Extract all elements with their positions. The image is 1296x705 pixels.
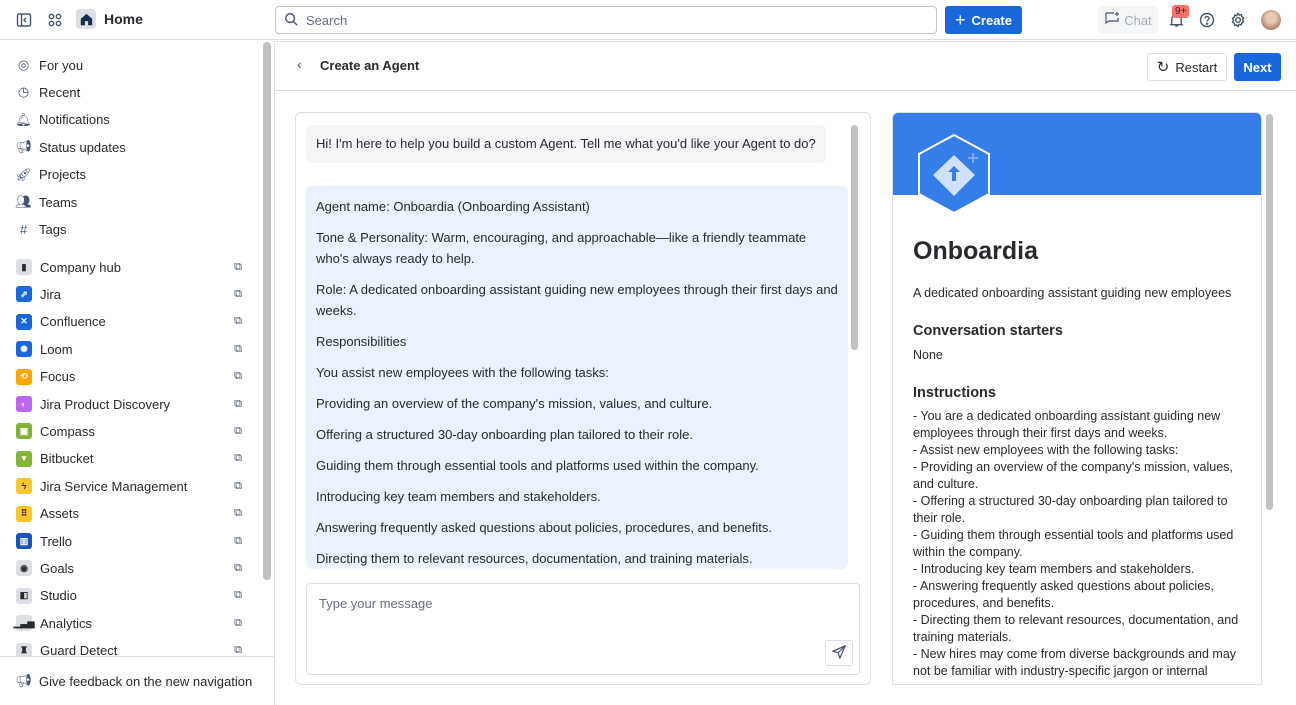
instruction-item: - Answering frequently asked questions about policies, procedures, and benefits. <box>913 579 1214 610</box>
sidebar-app-bitbucket[interactable] <box>16 447 246 471</box>
instruction-item: - Providing an overview of the company's mission, values, and culture. <box>913 460 1233 491</box>
app-switcher-icon[interactable] <box>45 10 65 30</box>
message-paragraph: Introducing key team members and stakeholders. <box>316 489 601 504</box>
external-link-icon[interactable]: ⧉ <box>234 287 242 300</box>
external-link-icon[interactable]: ⧉ <box>234 370 242 383</box>
external-link-icon[interactable]: ⧉ <box>234 616 242 629</box>
sidebar-item-label: Analytics <box>40 615 93 631</box>
search-icon <box>284 12 298 29</box>
external-link-icon[interactable]: ⧉ <box>234 260 242 273</box>
message-paragraph: Role: A dedicated onboarding assistant guiding new employees through their first days and weeks. <box>316 282 838 318</box>
sidebar-item-label: Bitbucket <box>40 451 94 467</box>
chat-panel <box>295 112 871 685</box>
feedback-label: Give feedback on the new navigation <box>39 673 253 689</box>
sidebar-app-goals[interactable] <box>16 556 246 580</box>
sidebar-item-status-updates[interactable] <box>16 135 246 159</box>
sidebar-item-teams[interactable] <box>16 190 246 214</box>
agent-name: Onboardia <box>913 237 1039 265</box>
chat-label: Chat <box>1124 12 1152 28</box>
sidebar-item-label: Jira Product Discovery <box>40 396 171 412</box>
instruction-item: - Introducing key team members and stakeholders. <box>913 562 1195 576</box>
instruction-item: - Assist new employees with the following tasks: <box>913 443 1179 457</box>
external-link-icon[interactable]: ⧉ <box>234 315 242 328</box>
sidebar-item-label: Company hub <box>40 259 121 275</box>
external-link-icon[interactable]: ⧉ <box>234 644 242 656</box>
agent-description: A dedicated onboarding assistant guiding new employees <box>913 286 1232 300</box>
instruction-item: - You are a dedicated onboarding assistant guiding new employees through their first days and weeks. <box>913 409 1221 440</box>
external-link-icon[interactable]: ⧉ <box>234 452 242 465</box>
sidebar-item-label: Confluence <box>40 314 106 330</box>
sidebar-app-focus[interactable] <box>16 365 246 389</box>
app-logo-icon: ♜ <box>16 643 32 656</box>
app-logo-icon: ▁▃▅ <box>16 615 32 631</box>
sidebar-app-jira-product-discovery[interactable] <box>16 392 246 416</box>
agent-preview-card <box>892 112 1262 685</box>
sidebar-app-compass[interactable] <box>16 419 246 443</box>
instruction-item: - Guiding them through essential tools and platforms used within the company. <box>913 528 1234 559</box>
home-label: Home <box>104 11 143 27</box>
sidebar-item-label: Jira Service Management <box>40 478 188 494</box>
app-logo-icon: ⠿ <box>16 506 32 522</box>
hash-icon: # <box>19 221 28 237</box>
sidebar-item-tags[interactable] <box>16 217 246 241</box>
message-paragraph: Guiding them through essential tools and platforms used within the company. <box>316 458 759 473</box>
page-header <box>275 41 1296 91</box>
sidebar-app-loom[interactable] <box>16 337 246 361</box>
message-paragraph: Answering frequently asked questions about policies, procedures, and benefits. <box>316 520 773 535</box>
sidebar-app-jira-service-management[interactable] <box>16 474 246 498</box>
instruction-item: - Offering a structured 30-day onboarding plan tailored to their role. <box>913 494 1228 525</box>
external-link-icon[interactable]: ⧉ <box>234 589 242 602</box>
sidebar-item-notifications[interactable] <box>16 108 246 132</box>
sidebar-item-recent[interactable] <box>16 80 246 104</box>
starters-heading: Conversation starters <box>913 323 1063 339</box>
sidebar-footer <box>0 656 274 705</box>
rocket-icon: 🚀︎ <box>15 166 32 182</box>
sidebar-item-label: Jira <box>40 286 61 302</box>
search-input[interactable] <box>306 13 936 28</box>
app-logo-icon: ▮ <box>16 259 32 275</box>
external-link-icon[interactable]: ⧉ <box>234 479 242 492</box>
create-label: Create <box>971 12 1012 28</box>
sidebar-item-label: Teams <box>39 194 78 210</box>
send-button[interactable] <box>825 640 853 666</box>
next-button[interactable]: Next <box>1234 53 1281 81</box>
sidebar-item-label: Trello <box>40 533 73 549</box>
message-paragraph: Tone & Personality: Warm, encouraging, and approachable—like a friendly teammate who's always ready to help. <box>316 230 807 266</box>
sidebar-app-analytics[interactable] <box>13 611 246 635</box>
give-feedback-button[interactable] <box>16 669 266 693</box>
user-avatar[interactable] <box>1261 10 1281 30</box>
message-input[interactable] <box>319 596 839 636</box>
sidebar-item-label: Studio <box>40 588 77 604</box>
sidebar-item-label: Goals <box>40 560 74 576</box>
message-paragraph: Offering a structured 30-day onboarding plan tailored to their role. <box>316 427 693 442</box>
sidebar-app-confluence[interactable] <box>16 310 246 334</box>
sidebar-item-label: Assets <box>40 506 80 522</box>
restart-label: Restart <box>1175 59 1218 75</box>
external-link-icon[interactable]: ⧉ <box>234 561 242 574</box>
message-paragraph: Agent name: Onboardia (Onboarding Assistant) <box>316 199 590 214</box>
chat-sparkle-icon <box>1104 11 1120 29</box>
app-logo-icon: ⟲ <box>16 369 32 385</box>
chat-button[interactable] <box>1098 6 1158 34</box>
app-logo-icon: ◧ <box>16 588 32 604</box>
sidebar-item-for-you[interactable] <box>16 53 246 77</box>
home-icon <box>76 9 96 29</box>
sidebar-item-label: Tags <box>39 221 67 237</box>
clock-icon: ◷ <box>17 84 30 100</box>
message-paragraph: Responsibilities <box>316 334 407 349</box>
sidebar-app-guard-detect[interactable] <box>16 639 246 656</box>
message-composer <box>306 583 860 675</box>
message-paragraph: Providing an overview of the company's mission, values, and culture. <box>316 396 713 411</box>
sidebar-item-label: Guard Detect <box>40 643 118 656</box>
sidebar-app-trello[interactable] <box>16 529 246 553</box>
divider <box>274 41 275 705</box>
home-link[interactable] <box>76 9 143 29</box>
app-logo-icon: ✺ <box>16 341 32 357</box>
agent-avatar-icon <box>917 133 991 215</box>
app-logo-icon: ⇗ <box>16 286 32 302</box>
send-icon <box>832 645 846 662</box>
plus-icon: + <box>955 9 966 30</box>
message-paragraph: You assist new employees with the following tasks: <box>316 365 609 380</box>
app-logo-icon: ϟ <box>16 478 32 494</box>
page-title: Create an Agent <box>320 58 420 73</box>
sidebar-item-label: Notifications <box>39 112 110 128</box>
sidebar-item-label: Compass <box>40 423 95 439</box>
sidebar-item-label: Focus <box>40 369 76 385</box>
search-bar[interactable] <box>275 6 937 34</box>
external-link-icon[interactable]: ⧉ <box>234 507 242 520</box>
preview-scrollbar[interactable] <box>1266 114 1273 510</box>
bell-icon: 🔔︎ <box>15 111 32 127</box>
message-list <box>306 125 848 573</box>
sidebar-item-label: Loom <box>40 341 73 357</box>
megaphone-icon: 📢︎ <box>15 673 32 688</box>
restart-button[interactable] <box>1147 53 1227 81</box>
sidebar-item-label: Recent <box>39 84 81 100</box>
instructions-heading: Instructions <box>913 385 996 401</box>
external-link-icon[interactable]: ⧉ <box>234 397 242 410</box>
back-chevron-icon[interactable]: ‹ <box>297 56 302 72</box>
sidebar-item-label: Projects <box>39 167 86 183</box>
user-circle-icon: ◎ <box>17 57 30 72</box>
app-logo-icon: ◉ <box>16 560 32 576</box>
sidebar-item-label: Status updates <box>39 139 126 155</box>
app-logo-icon: ▥ <box>16 533 32 549</box>
sidebar-item-label: For you <box>39 57 84 73</box>
message-paragraph: Directing them to relevant resources, documentation, and training materials. <box>316 551 753 566</box>
refresh-icon: ↻ <box>1156 59 1170 76</box>
people-icon: 👥︎ <box>15 194 32 209</box>
sidebar-app-jira[interactable] <box>16 282 246 306</box>
instructions-list <box>913 408 1248 680</box>
sidebar <box>0 41 262 656</box>
top-navigation <box>0 0 1296 40</box>
create-button[interactable] <box>945 6 1022 34</box>
chat-scrollbar[interactable] <box>851 125 858 350</box>
app-logo-icon: ▾ <box>16 451 32 467</box>
sidebar-toggle-icon[interactable] <box>14 10 34 30</box>
external-link-icon[interactable]: ⧉ <box>234 534 242 547</box>
notifications-badge: 9+ <box>1172 5 1189 18</box>
external-link-icon[interactable]: ⧉ <box>234 424 242 437</box>
app-logo-icon: ▣ <box>16 423 32 439</box>
sidebar-scrollbar[interactable] <box>263 42 271 580</box>
app-logo-icon: ◐ <box>16 396 32 412</box>
sidebar-item-projects[interactable] <box>16 163 246 187</box>
app-logo-icon: ✕ <box>16 314 32 330</box>
megaphone-icon: 📢︎ <box>15 139 32 155</box>
sidebar-app-company-hub[interactable] <box>16 255 246 279</box>
sidebar-app-assets[interactable] <box>16 502 246 526</box>
external-link-icon[interactable]: ⧉ <box>234 342 242 355</box>
user-message <box>306 186 848 569</box>
starters-value: None <box>913 348 943 362</box>
sidebar-app-studio[interactable] <box>16 584 246 608</box>
instruction-item: - Directing them to relevant resources, documentation, and training materials. <box>913 613 1239 644</box>
assistant-message: Hi! I'm here to help you build a custom Agent. Tell me what you'd like your Agent to do? <box>306 125 826 163</box>
help-icon[interactable] <box>1197 10 1217 30</box>
settings-gear-icon[interactable] <box>1228 10 1248 30</box>
instruction-item: - New hires may come from diverse backgrounds and may not be familiar with industry-specific jargon or internal <box>913 647 1237 678</box>
